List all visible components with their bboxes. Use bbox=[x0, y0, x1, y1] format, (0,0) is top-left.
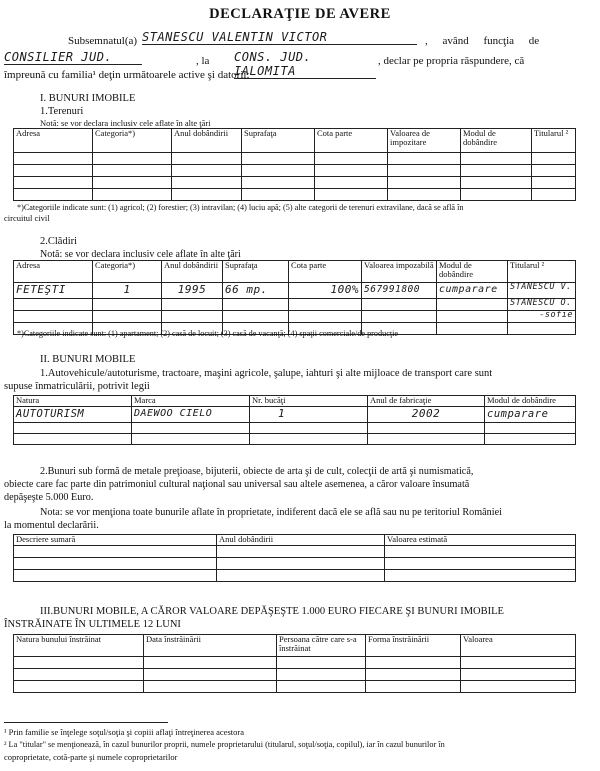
intro-line3: împreună cu familia¹ deţin următoarele active şi datorii: bbox=[4, 69, 250, 81]
terenuri-header-suprafata: Suprafaţa bbox=[242, 129, 315, 153]
metale-header-descriere: Descriere sumară bbox=[14, 535, 217, 546]
metale-note-line1: Nota: se vor menţiona toate bunurile aflate în proprietate, indiferent dacă ele se află sau nu pe teritoriul României bbox=[40, 507, 502, 518]
instrainate-header-persoana: Persoana către care s-a înstrăinat bbox=[277, 635, 366, 657]
instrainate-header-valoarea: Valoarea bbox=[461, 635, 576, 657]
cladiri-titular-line2: STANESCU O. bbox=[508, 299, 576, 311]
table-row bbox=[14, 311, 576, 323]
table-row bbox=[14, 177, 576, 189]
table-row bbox=[14, 434, 576, 445]
section3-heading-line1: III.BUNURI MOBILE, A CĂROR VALOARE DEPĂŞEŞTE 1.000 EURO FIECARE ŞI BUNURI IMOBILE bbox=[40, 606, 504, 617]
metale-note-line2: la momentul declarării. bbox=[4, 520, 99, 531]
la-label: , la bbox=[196, 55, 210, 67]
footnote-2-line1: ² La "titular" se menţionează, în cazul bunurilor proprii, numele proprietarului (titularul, soţul/soţia, copilul), iar în cazul bunurilor în bbox=[4, 740, 445, 749]
subsemnatul-label: Subsemnatul(a) bbox=[68, 35, 138, 47]
instrainate-table bbox=[13, 634, 576, 693]
metale-text-line3: depăşeşte 5.000 Euro. bbox=[4, 492, 94, 503]
table-row bbox=[14, 558, 576, 570]
auto-header-anul: Anul de fabricaţie bbox=[368, 396, 485, 407]
terenuri-footnote-line2: circuitul civil bbox=[4, 213, 50, 223]
cladiri-header-titular: Titularul ² bbox=[508, 261, 576, 283]
footnote-2-line2: coproprietate, cotă-parte şi numele coproprietarilor bbox=[4, 752, 178, 762]
metale-header-anul: Anul dobândirii bbox=[217, 535, 385, 546]
terenuri-header-anul: Anul dobândirii bbox=[172, 129, 242, 153]
terenuri-note: Notă: se vor declara inclusiv cele aflate în alte ţări bbox=[40, 118, 211, 128]
cladiri-heading: 2.Clădiri bbox=[40, 236, 78, 247]
auto-text-line1: 1.Autovehicule/autoturisme, tractoare, maşini agricole, şalupe, iahturi şi alte mijloace de transport care sunt bbox=[40, 368, 493, 379]
institution-field: CONS. JUD. IALOMITA bbox=[234, 50, 376, 79]
cladiri-titular-line1: STANESCU V. bbox=[510, 282, 572, 292]
cladiri-header-modul: Modul de dobândire bbox=[437, 261, 508, 283]
table-row bbox=[14, 669, 576, 681]
table-row bbox=[14, 189, 576, 201]
auto-header-marca: Marca bbox=[132, 396, 250, 407]
cladiri-suprafata-value: 66 mp. bbox=[223, 283, 289, 299]
cladiri-anul-value: 1995 bbox=[162, 283, 223, 299]
avand-functia-label: , având funcţia de bbox=[425, 35, 540, 47]
metale-text-line1: 2.Bunuri sub formă de metale preţioase, bijuterii, obiecte de arta şi de cult, colecţii de artă şi numismatică, bbox=[40, 466, 474, 477]
table-row bbox=[14, 657, 576, 669]
footnote-1: ¹ Prin familie se înţelege soţul/soţia şi copiii aflaţi întreţinerea acestora bbox=[4, 727, 244, 737]
metale-table bbox=[13, 534, 576, 582]
table-row bbox=[14, 570, 576, 582]
auto-header-nr: Nr. bucăţi bbox=[250, 396, 368, 407]
document-title: DECLARAŢIE DE AVERE bbox=[209, 6, 391, 22]
cladiri-adresa-value: FETEŞTI bbox=[14, 283, 93, 299]
cladiri-valoarea-value: 567991800 bbox=[362, 283, 437, 299]
metale-text-line2: obiecte care fac parte din patrimoniul cultural naţional sau universal sau altele asemenea, a căror valoare însumată bbox=[4, 479, 470, 490]
auto-nr-value: 1 bbox=[250, 407, 368, 423]
table-row bbox=[14, 681, 576, 693]
name-field: STANESCU VALENTIN VICTOR bbox=[142, 30, 417, 45]
auto-header-natura: Natura bbox=[14, 396, 132, 407]
declar-label: , declar pe propria răspundere, că bbox=[378, 55, 525, 67]
instrainate-header-data: Data înstrăinării bbox=[144, 635, 277, 657]
terenuri-header-categoria: Categoria*) bbox=[93, 129, 172, 153]
terenuri-table bbox=[13, 128, 576, 201]
terenuri-header-modul: Modul de dobândire bbox=[461, 129, 532, 153]
auto-natura-value: AUTOTURISM bbox=[14, 407, 132, 423]
metale-header-valoarea: Valoarea estimată bbox=[385, 535, 576, 546]
section1-heading: I. BUNURI IMOBILE bbox=[40, 93, 136, 104]
cladiri-footnote: *)Categoriile indicate sunt: (1) apartament; (2) casă de locuit; (3) casă de vacanţă; (4) spaţii comerciale/de producţie bbox=[17, 329, 399, 338]
terenuri-header-cota: Cota parte bbox=[315, 129, 388, 153]
function-field: CONSILIER JUD. bbox=[4, 50, 142, 65]
cladiri-note: Notă: se vor declara inclusiv cele aflate în alte ţări bbox=[40, 249, 241, 260]
terenuri-heading: 1.Terenuri bbox=[40, 106, 84, 117]
cladiri-titular-value bbox=[508, 283, 576, 299]
cladiri-table bbox=[13, 260, 576, 335]
table-row bbox=[14, 423, 576, 434]
cladiri-titular-line3: -sofie bbox=[508, 311, 576, 323]
table-row bbox=[14, 165, 576, 177]
table-row bbox=[14, 153, 576, 165]
section2-heading: II. BUNURI MOBILE bbox=[40, 354, 136, 365]
cladiri-categoria-value: 1 bbox=[93, 283, 162, 299]
terenuri-header-valoarea: Valoarea de impozitare bbox=[388, 129, 461, 153]
cladiri-cota-value: 100% bbox=[289, 283, 362, 299]
table-row bbox=[14, 546, 576, 558]
cladiri-header-anul: Anul dobândirii bbox=[162, 261, 223, 283]
footnote-divider bbox=[4, 722, 168, 723]
cladiri-modul-value: cumparare bbox=[437, 283, 508, 299]
cladiri-header-adresa: Adresa bbox=[14, 261, 93, 283]
auto-marca-value: DAEWOO CIELO bbox=[132, 407, 250, 423]
terenuri-footnote-line1: *)Categoriile indicate sunt: (1) agricol; (2) forestier; (3) intravilan; (4) luciu apă; (5) alte categorii de terenuri extravilane, dacă se află în bbox=[17, 203, 464, 212]
section3-heading-line2: ÎNSTRĂINATE ÎN ULTIMELE 12 LUNI bbox=[4, 619, 181, 630]
auto-header-modul: Modul de dobândire bbox=[485, 396, 576, 407]
cladiri-header-cota: Cota parte bbox=[289, 261, 362, 283]
auto-modul-value: cumparare bbox=[485, 407, 576, 423]
table-row bbox=[14, 283, 576, 299]
instrainate-header-natura: Natura bunului înstrăinat bbox=[14, 635, 144, 657]
table-row bbox=[14, 299, 576, 311]
cladiri-header-valoarea: Valoarea impozabilă bbox=[362, 261, 437, 283]
terenuri-header-adresa: Adresa bbox=[14, 129, 93, 153]
table-row bbox=[14, 407, 576, 423]
cladiri-header-categoria: Categoria*) bbox=[93, 261, 162, 283]
cladiri-header-suprafata: Suprafaţa bbox=[223, 261, 289, 283]
auto-table bbox=[13, 395, 576, 445]
terenuri-header-titular: Titularul ² bbox=[532, 129, 576, 153]
auto-anul-value: 2002 bbox=[368, 407, 485, 423]
auto-text-line2: supuse înmatriculării, potrivit legii bbox=[4, 381, 150, 392]
instrainate-header-forma: Forma înstrăinării bbox=[366, 635, 461, 657]
